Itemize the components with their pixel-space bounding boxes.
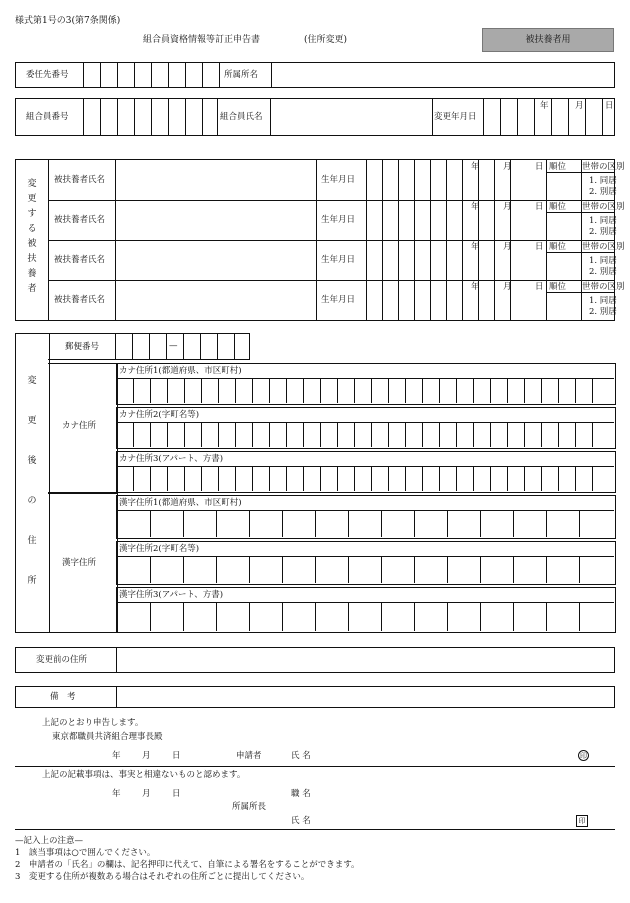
confirmation-year: 年 — [112, 789, 121, 799]
confirmation-month: 月 — [142, 789, 151, 799]
change-year-label: 年 — [540, 101, 549, 111]
household-option[interactable]: 1. 同居 2. 別居 — [589, 216, 617, 237]
applicant-label: 申請者 — [236, 751, 262, 761]
remarks-row — [15, 686, 615, 708]
rank-input[interactable] — [547, 213, 581, 240]
dependents-side-label: 変 更 す る 被 扶 養 者 — [27, 179, 37, 294]
member-row — [15, 98, 615, 136]
kana-address-3-field[interactable] — [116, 451, 616, 493]
entrusted-office-row — [15, 62, 615, 88]
household-label: 世帯の区別 — [582, 202, 625, 212]
office-name-label: 所属所名 — [224, 70, 259, 80]
declaration-day: 日 — [172, 751, 181, 761]
dependent-name-label: 被扶養者氏名 — [54, 255, 106, 265]
dependent-dob-label: 生年月日 — [321, 215, 356, 225]
dependent-name-label: 被扶養者氏名 — [54, 175, 106, 185]
declaration-text: 上記のとおり申告します。 — [42, 718, 144, 728]
member-number-input[interactable] — [83, 99, 216, 135]
dependent-name-input[interactable] — [116, 280, 316, 320]
kanji-address-3-field[interactable] — [116, 587, 616, 633]
change-month-label: 月 — [575, 101, 584, 111]
seal-icon: 印 — [580, 752, 587, 760]
dob-day-label: 日 — [535, 282, 544, 292]
household-label: 世帯の区別 — [582, 242, 625, 252]
dependent-row — [49, 200, 625, 240]
entrusted-number-input[interactable] — [83, 63, 216, 87]
kanji-address-label: 漢字住所 — [62, 558, 97, 568]
form-number: 様式第1号の3(第7条関係) — [15, 16, 121, 26]
postal-code-label: 郵便番号 — [65, 342, 100, 352]
post-label: 職 名 — [291, 789, 311, 799]
office-name-input[interactable] — [272, 63, 612, 87]
remarks-input[interactable] — [117, 687, 613, 707]
previous-address-row — [15, 647, 615, 673]
applicant-name-input[interactable] — [322, 748, 572, 764]
page-subtitle: (住所変更) — [304, 35, 348, 45]
rank-input[interactable] — [547, 293, 581, 320]
seal-icon: 印 — [576, 815, 588, 827]
dependent-badge: 被扶養者用 — [482, 28, 614, 52]
rank-label: 順位 — [549, 202, 567, 212]
head-name-input[interactable] — [322, 812, 572, 828]
entrusted-number-label: 委任先番号 — [26, 70, 69, 80]
kanji-address-1-field[interactable] — [116, 495, 616, 539]
dependent-name-label: 被扶養者氏名 — [54, 215, 106, 225]
dependent-row — [49, 240, 625, 280]
note-item: 1 該当事項は○で囲んでください。 — [15, 848, 156, 858]
kana-address-2-label: カナ住所2(字町名等) — [119, 410, 200, 420]
confirmation-text: 上記の記載事項は、事実と相違ないものと認めます。 — [42, 770, 246, 780]
household-option[interactable]: 1. 同居 2. 別居 — [589, 296, 617, 317]
member-name-input[interactable] — [271, 99, 431, 135]
dob-month-label: 月 — [503, 242, 512, 252]
kanji-address-2-field[interactable] — [116, 541, 616, 585]
divider — [15, 829, 615, 830]
dob-day-label: 日 — [535, 162, 544, 172]
applicant-name-label: 氏 名 — [291, 751, 311, 761]
previous-address-label: 変更前の住所 — [36, 655, 88, 665]
dependent-name-input[interactable] — [116, 160, 316, 200]
household-label: 世帯の区別 — [582, 282, 625, 292]
notes-heading: —記入上の注意— — [15, 836, 84, 846]
member-number-label: 組合員番号 — [26, 112, 69, 122]
dob-year-label: 年 — [471, 242, 480, 252]
kana-address-label: カナ住所 — [62, 421, 97, 431]
dob-year-label: 年 — [471, 162, 480, 172]
dependent-dob-label: 生年月日 — [321, 255, 356, 265]
dob-day-label: 日 — [535, 242, 544, 252]
rank-input[interactable] — [547, 253, 581, 280]
rank-label: 順位 — [549, 282, 567, 292]
postal-code-input[interactable] — [115, 333, 249, 360]
office-head-label: 所属所長 — [232, 802, 267, 812]
kana-address-3-label: カナ住所3(アパート、方書) — [119, 454, 224, 464]
dependent-dob-label: 生年月日 — [321, 295, 356, 305]
rank-input[interactable] — [547, 173, 581, 200]
new-address-side-label: 変 更 後 の 住 所 — [27, 376, 37, 586]
declaration-year: 年 — [112, 751, 121, 761]
dependent-dob-label: 生年月日 — [321, 175, 356, 185]
dob-year-label: 年 — [471, 282, 480, 292]
remarks-label: 備 考 — [50, 692, 76, 702]
kanji-address-1-label: 漢字住所1(都道府県、市区町村) — [119, 498, 242, 508]
previous-address-input[interactable] — [117, 648, 613, 672]
dependent-name-label: 被扶養者氏名 — [54, 295, 106, 305]
change-day-label: 日 — [605, 101, 614, 111]
confirmation-day: 日 — [172, 789, 181, 799]
dependent-name-input[interactable] — [116, 200, 316, 240]
dependent-name-input[interactable] — [116, 240, 316, 280]
dob-month-label: 月 — [503, 162, 512, 172]
postal-dash: — — [169, 341, 178, 351]
page-title: 組合員資格情報等訂正申告書 — [143, 35, 261, 45]
household-label: 世帯の区別 — [582, 162, 625, 172]
new-address-block — [15, 333, 615, 633]
change-date-label: 変更年月日 — [434, 112, 477, 122]
note-item: 2 申請者の「氏名」の欄は、記名押印に代えて、自筆による署名をすることができます。 — [15, 860, 360, 870]
kana-address-2-field[interactable] — [116, 407, 616, 449]
member-name-label: 組合員氏名 — [220, 112, 263, 122]
head-name-label: 氏 名 — [291, 816, 311, 826]
kanji-address-3-label: 漢字住所3(アパート、方書) — [119, 590, 224, 600]
household-option[interactable]: 1. 同居 2. 別居 — [589, 256, 617, 277]
dob-month-label: 月 — [503, 202, 512, 212]
declaration-month: 月 — [142, 751, 151, 761]
dob-year-label: 年 — [471, 202, 480, 212]
household-option[interactable]: 1. 同居 2. 別居 — [589, 176, 617, 197]
rank-label: 順位 — [549, 242, 567, 252]
rank-label: 順位 — [549, 162, 567, 172]
kana-address-1-label: カナ住所1(都道府県、市区町村) — [119, 366, 242, 376]
dob-month-label: 月 — [503, 282, 512, 292]
dependent-row — [49, 160, 625, 200]
dependents-block — [15, 159, 625, 321]
kanji-address-2-label: 漢字住所2(字町名等) — [119, 544, 200, 554]
divider — [15, 766, 615, 767]
dob-day-label: 日 — [535, 202, 544, 212]
dependent-row — [49, 280, 625, 320]
kana-address-1-field[interactable] — [116, 363, 616, 405]
note-item: 3 変更する住所が複数ある場合はそれぞれの住所ごとに提出してください。 — [15, 872, 310, 882]
declaration-addressee: 東京都職員共済組合理事長殿 — [52, 732, 163, 742]
